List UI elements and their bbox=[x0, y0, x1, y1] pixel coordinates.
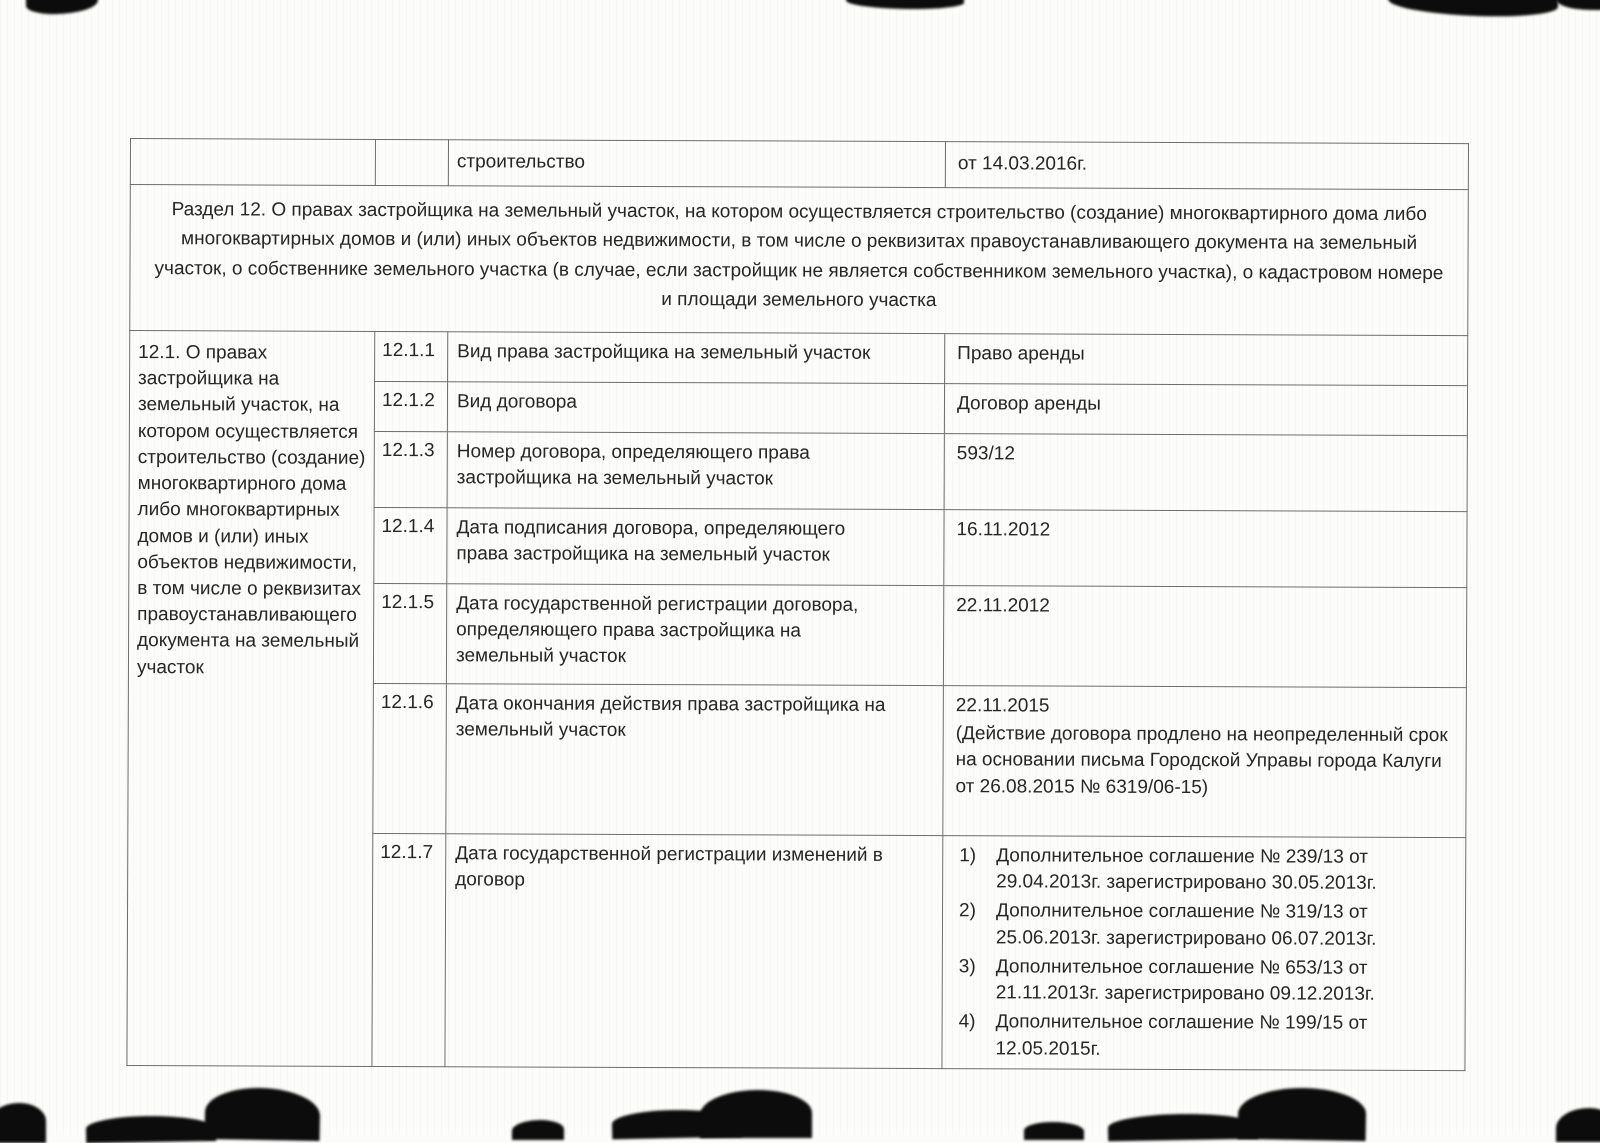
list-item-text: Дополнительное соглашение № 239/13 от 29.04.2013г. зарегистрировано 30.05.2013г. bbox=[996, 845, 1377, 895]
left-merged-cell-12-1: 12.1. О правах застройщика на земельный участок, на котором осуществляется строительство (создание) многоквартирного дома либо многоквартирных домов и (или) иных объектов недвижимости, в том числе о реквизитах правоустанавливающего документа на земельный участок bbox=[127, 331, 375, 1067]
list-item-text: Дополнительное соглашение № 653/13 от 21.11.2013г. зарегистрировано 09.12.2013г. bbox=[995, 956, 1375, 1005]
row-value: Договор аренды bbox=[944, 384, 1467, 436]
list-item-text: Дополнительное соглашение № 319/13 от 25.06.2013г. зарегистрировано 06.07.2013г. bbox=[995, 900, 1377, 950]
row-number: 12.1.4 bbox=[374, 507, 447, 583]
toner-smudge-top-middle bbox=[846, 0, 964, 9]
row-value: 593/12 bbox=[944, 434, 1467, 512]
continuation-label-cell: строительство bbox=[448, 140, 945, 188]
row-label: Вид договора bbox=[447, 382, 944, 434]
list-item bbox=[954, 1009, 1452, 1063]
row-number: 12.1.2 bbox=[374, 381, 447, 431]
toner-smudge-bottom-right bbox=[1108, 1113, 1258, 1142]
row-value: 16.11.2012 bbox=[944, 510, 1467, 588]
toner-smudge-top-right-corner bbox=[1556, 0, 1600, 10]
row-value bbox=[943, 686, 1467, 838]
row-label: Вид права застройщика на земельный участок bbox=[448, 332, 945, 384]
table-row bbox=[130, 139, 1468, 190]
list-item-marker: 3) bbox=[958, 956, 976, 978]
section-12-title: Раздел 12. О правах застройщика на земельный участок, на котором осуществляется строительство (создание) многоквартирного дома либо многоквартирных домов и (или) иных объектов недвижимости, в том числе о реквизитах правоустанавливающего документа на земельный участок, о собственнике земельного участка (в случае, если застройщик не является собственником земельного участка), о кадастровом номере и площади земельного участка bbox=[130, 185, 1469, 336]
toner-smudge-bottom-small bbox=[512, 1120, 564, 1140]
toner-smudge-top-left bbox=[26, 0, 98, 15]
list-item-marker: 1) bbox=[959, 845, 977, 867]
row-label: Номер договора, определяющего права застройщика на земельный участок bbox=[447, 432, 944, 510]
toner-smudge-bottom-right-scatter bbox=[1024, 1122, 1084, 1140]
toner-smudge-bottom-left-scatter bbox=[86, 1115, 216, 1143]
toner-smudge-bottom-far-left bbox=[0, 1103, 46, 1143]
toner-smudge-bottom-far-right bbox=[1556, 1108, 1600, 1142]
list-item bbox=[955, 843, 1453, 897]
row-label: Дата подписания договора, определяющего права застройщика на земельный участок bbox=[447, 508, 944, 586]
declaration-table bbox=[126, 138, 1469, 1071]
row-label: Дата государственной регистрации изменений в договор bbox=[445, 834, 943, 1069]
toner-smudge-bottom-middle-hump bbox=[700, 1090, 812, 1138]
table-row bbox=[130, 185, 1469, 336]
agreements-list bbox=[954, 843, 1453, 1064]
value-note: (Действие договора продлено на неопределенный срок на основании письма Городской Управы города Калуги от 26.08.2015 № 6319/06-15) bbox=[955, 723, 1448, 798]
toner-smudge-bottom-right-hump bbox=[1238, 1087, 1367, 1141]
row-number: 12.1.6 bbox=[373, 683, 447, 833]
toner-smudge-top-right bbox=[1388, 0, 1558, 17]
row-value bbox=[942, 836, 1466, 1071]
list-item bbox=[955, 954, 1453, 1008]
list-item bbox=[955, 899, 1453, 953]
toner-smudge-bottom-left-hump bbox=[205, 1087, 321, 1141]
row-label: Дата окончания действия права застройщика на земельный участок bbox=[446, 684, 944, 836]
continuation-empty-cell-1 bbox=[130, 139, 375, 186]
row-number: 12.1.3 bbox=[374, 431, 447, 507]
row-value: 22.11.2012 bbox=[943, 586, 1466, 688]
row-number: 12.1.1 bbox=[375, 331, 448, 381]
table-row bbox=[130, 331, 1468, 386]
row-number: 12.1.7 bbox=[372, 833, 446, 1066]
list-item-marker: 4) bbox=[958, 1011, 976, 1033]
row-number: 12.1.5 bbox=[373, 583, 446, 683]
row-label: Дата государственной регистрации договора, определяющего права застройщика на земельный участок bbox=[446, 584, 943, 686]
row-value: Право аренды bbox=[945, 334, 1468, 386]
continuation-value-cell: от 14.03.2016г. bbox=[945, 142, 1468, 190]
value-date: 22.11.2015 bbox=[955, 695, 1050, 717]
list-item-text: Дополнительное соглашение № 199/15 от 12.05.2015г. bbox=[995, 1011, 1368, 1060]
list-item-marker: 2) bbox=[958, 900, 976, 922]
continuation-empty-cell-2 bbox=[375, 139, 448, 185]
